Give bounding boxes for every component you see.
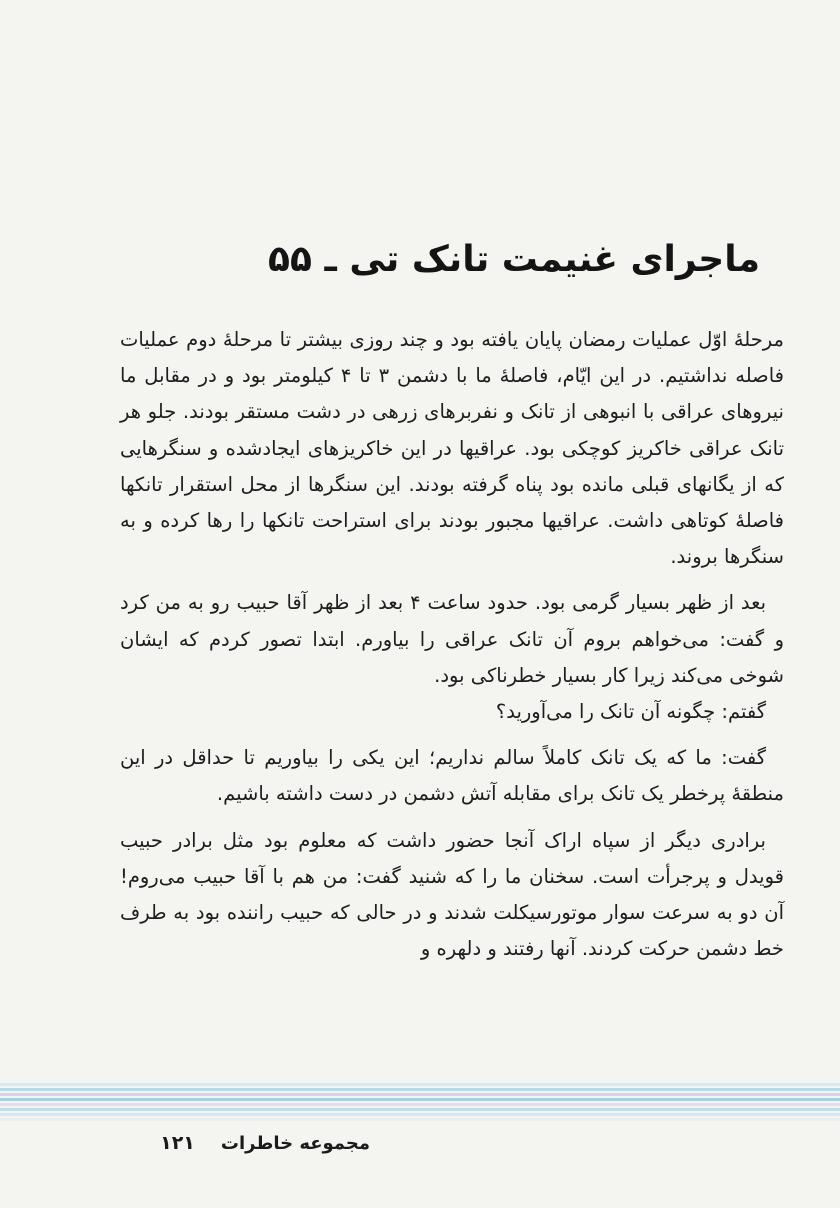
body-text: [120, 322, 784, 967]
paragraph: گفتم: چگونه آن تانک را می‌آورید؟: [495, 700, 766, 724]
page-footer: [160, 1132, 370, 1154]
paragraph: بعد از ظهر بسیار گرمی بود. حدود ساعت ۴ بعد از ظهر آقا حبیب رو به من کرد و گفت: می‌خواهم بروم آن تانک عراقی را بیاورم. ابتدا تصور کردم که ایشان شوخی می‌کند زیرا کار بسیار خطرناکی بود.: [120, 591, 784, 687]
scan-artifact-stripes: [0, 1083, 840, 1121]
page-number: ۱۲۱: [160, 1132, 195, 1154]
paragraph: گفت: ما که یک تانک کاملاً سالم نداریم؛ این یکی را بیاوریم تا حداقل در این منطقهٔ پرخطر یک تانک برای مقابله آتش دشمن در دست داشته باشیم.: [120, 746, 784, 806]
book-title: مجموعه خاطرات: [220, 1133, 370, 1154]
paragraph: برادری دیگر از سپاه اراک آنجا حضور داشت که معلوم بود مثل برادر حبیب قویدل و پرجرأت است. سخنان ما را که شنید گفت: من هم با آقا حبیب می‌روم! آن دو به سرعت سوار موتورسیکلت شدند و در حالی که حبیب راننده بود به طرف خط دشمن حرکت کردند. آنها رفتند و دلهره و: [120, 828, 784, 961]
paragraph: مرحلهٔ اوّل عملیات رمضان پایان یافته بود و چند روزی بیشتر تا مرحلهٔ دوم عملیات فاصله نداشتیم. در این ایّام، فاصلهٔ ما با دشمن ۳ تا ۴ کیلومتر بود و در مقابل ما نیروهای عراقی با انبوهی از تانک و نفربرهای زرهی در دشت مستقر بودند. جلو هر تانک عراقی خاکریز کوچکی بود. عراقیها در این خاکریزهای ایجادشده و سنگرهایی که از یگانهای قبلی مانده بود پناه گرفته بودند. این سنگرها از محل استقرار تانکها فاصلهٔ کوتاهی داشت. عراقیها مجبور بودند برای استراحت تانکها را رها کرده و به سنگرها بروند.: [120, 328, 785, 569]
chapter-title: ماجرای غنیمت تانک تی ـ ۵۵: [268, 239, 760, 280]
